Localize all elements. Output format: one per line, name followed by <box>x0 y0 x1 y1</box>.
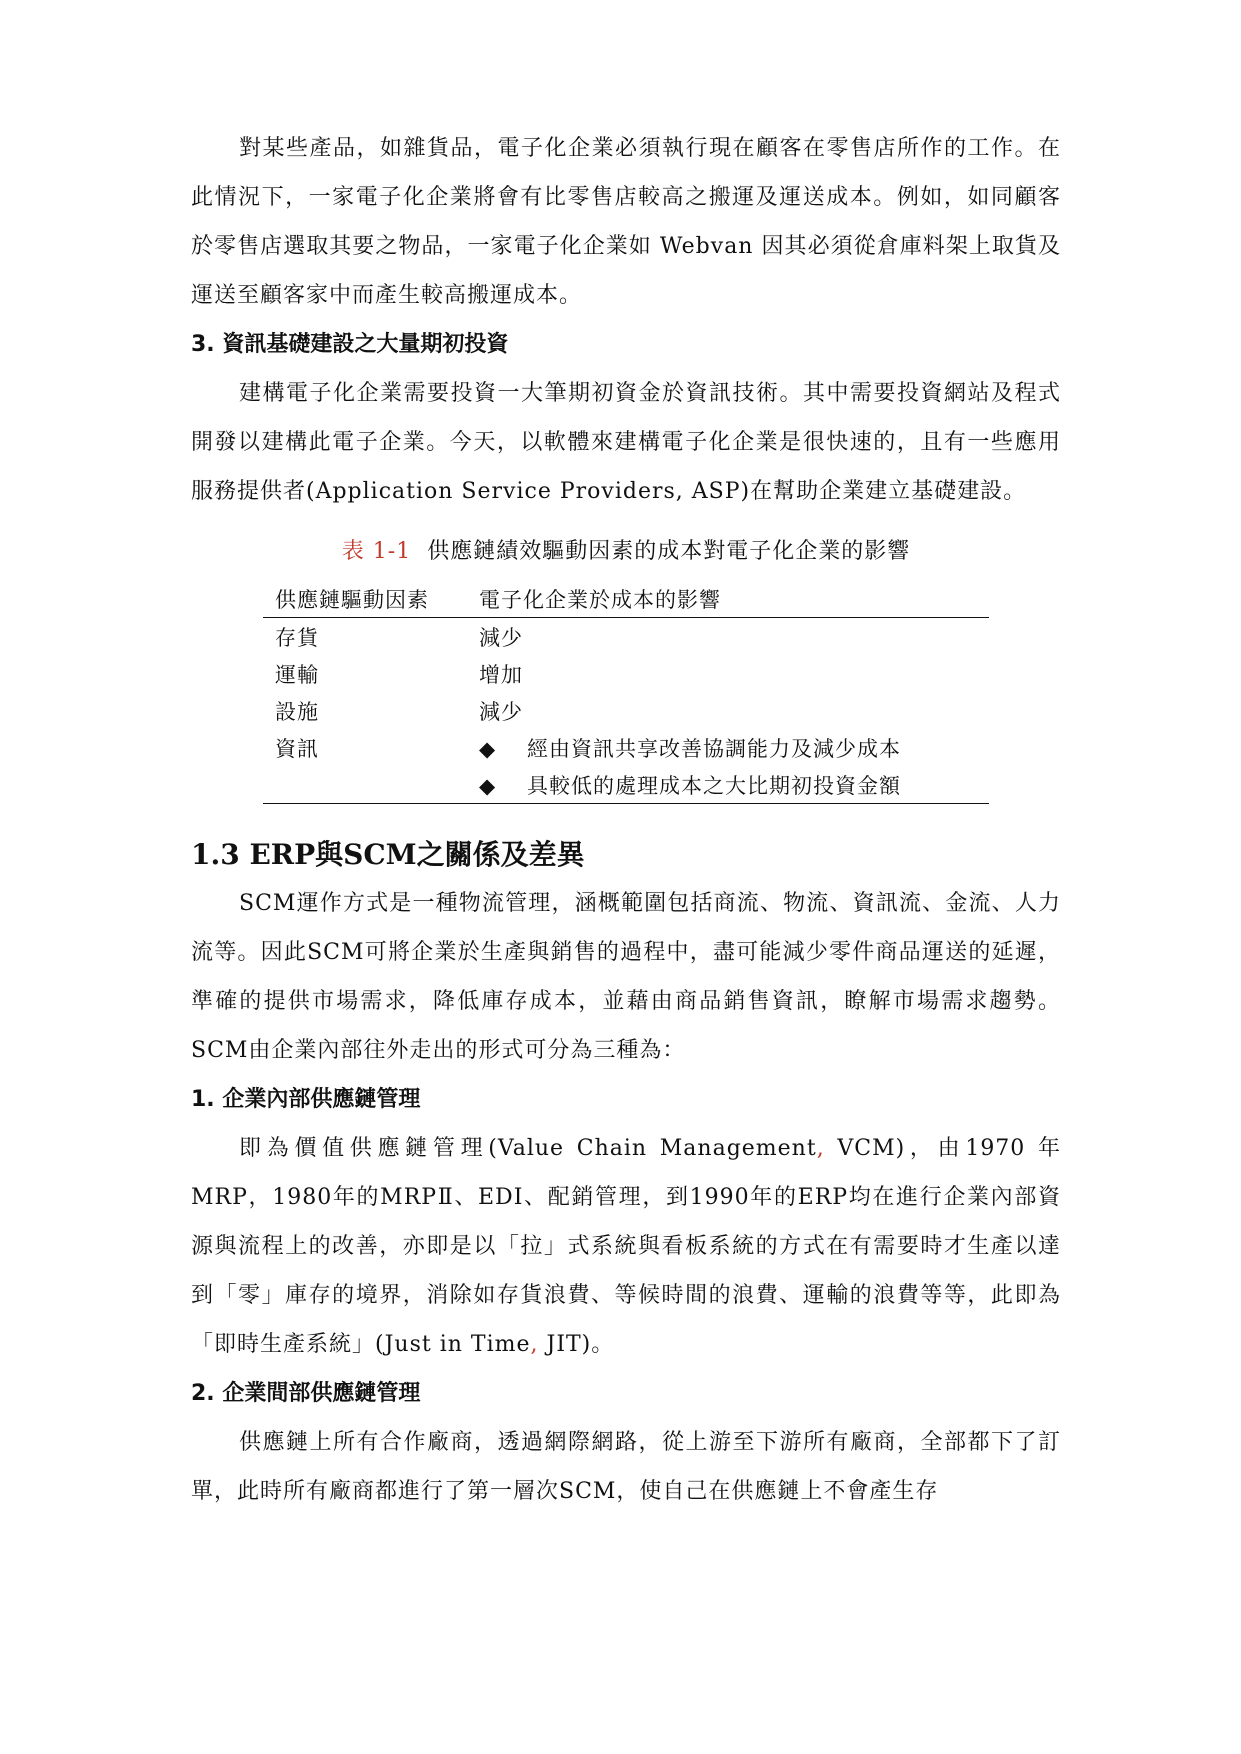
table-cell-driver: 設施 <box>275 699 319 724</box>
table-header-row <box>263 580 989 618</box>
heading-inter-company-supply-chain: 2. 企業間部供應鏈管理 <box>191 1381 421 1406</box>
table-cell-driver: 運輸 <box>275 662 319 687</box>
table-row <box>263 618 989 656</box>
document-page <box>191 0 1061 1754</box>
paragraph-value-chain-part3: JIT)。 <box>538 1332 615 1357</box>
red-comma: , <box>816 1136 825 1161</box>
table-bullet-text: 具較低的處理成本之大比期初投資金額 <box>527 773 901 798</box>
table-cell-impact <box>467 729 989 766</box>
table-cell-impact: 增加 <box>479 662 523 687</box>
paragraph-value-chain-part1: 即為價值供應鏈管理(Value Chain Management <box>239 1136 817 1161</box>
table-row <box>263 692 989 729</box>
paragraph-scm-overview: SCM運作方式是一種物流管理，涵概範圍包括商流、物流、資訊流、金流、人力流等。因此SCM可將企業於生產與銷售的過程中，盡可能減少零件商品運送的延遲，準確的提供市場需求，降低庫存成本，並藉由商品銷售資訊，瞭解市場需求趨勢。SCM由企業內部往外走出的形式可分為三種為： <box>191 891 1061 1063</box>
table-cell-driver: 資訊 <box>275 736 319 761</box>
paragraph-value-chain-part2: VCM)，由1970 年MRP，1980年的MRPⅡ、EDI、配銷管理，到1990年的ERP均在進行企業內部資源與流程上的改善，亦即是以「拉」式系統與看板系統的方式在有需要時才生產以達到「零」庫存的境界，消除如存貨浪費、等候時間的浪費、運輸的浪費等等，此即為「即時生產系統」(Just in Time <box>191 1136 1061 1357</box>
section-title: 1.3 ERP與SCM之關係及差異 <box>191 838 585 871</box>
diamond-bullet-icon: ◆ <box>479 773 497 798</box>
cost-impact-table <box>263 580 989 804</box>
table-cell-impact: 減少 <box>479 699 523 724</box>
heading-infrastructure-investment: 3. 資訊基礎建設之大量期初投資 <box>191 332 509 357</box>
table-caption-text: 供應鏈績效驅動因素的成本對電子化企業的影響 <box>427 539 911 564</box>
table-cell-driver: 存貨 <box>275 625 319 650</box>
table-header-impact: 電子化企業於成本的影響 <box>467 580 989 618</box>
paragraph-partner-orders: 供應鏈上所有合作廠商，透過網際網路，從上游至下游所有廠商，全部都下了訂單，此時所有廠商都進行了第一層次SCM，使自己在供應鏈上不會產生存 <box>191 1430 1061 1504</box>
red-comma: , <box>530 1332 539 1357</box>
table-bullet-text: 經由資訊共享改善協調能力及減少成本 <box>527 736 901 761</box>
table-cell-impact: 減少 <box>479 625 523 650</box>
paragraph-value-chain <box>191 1124 1061 1369</box>
table-cell-driver <box>263 766 467 804</box>
table-caption-label: 表 1-1 <box>341 539 412 564</box>
diamond-bullet-icon: ◆ <box>479 736 497 761</box>
table-header-driver: 供應鏈驅動因素 <box>263 580 467 618</box>
table-row <box>263 729 989 766</box>
table-cell-impact <box>467 766 989 804</box>
table-row <box>263 766 989 804</box>
heading-internal-supply-chain: 1. 企業內部供應鏈管理 <box>191 1087 421 1112</box>
table-caption <box>191 534 1061 570</box>
paragraph-it-investment: 建構電子化企業需要投資一大筆期初資金於資訊技術。其中需要投資網站及程式開發以建構此電子企業。今天，以軟體來建構電子化企業是很快速的，且有一些應用服務提供者(Application Service Providers, ASP)在幫助企業建立基礎建設。 <box>191 381 1061 504</box>
paragraph-retail-cost: 對某些產品，如雜貨品，電子化企業必須執行現在顧客在零售店所作的工作。在此情況下，一家電子化企業將會有比零售店較高之搬運及運送成本。例如，如同顧客於零售店選取其要之物品，一家電子化企業如 Webvan 因其必須從倉庫料架上取貨及運送至顧客家中而產生較高搬運成本。 <box>191 136 1061 308</box>
table-row <box>263 655 989 692</box>
